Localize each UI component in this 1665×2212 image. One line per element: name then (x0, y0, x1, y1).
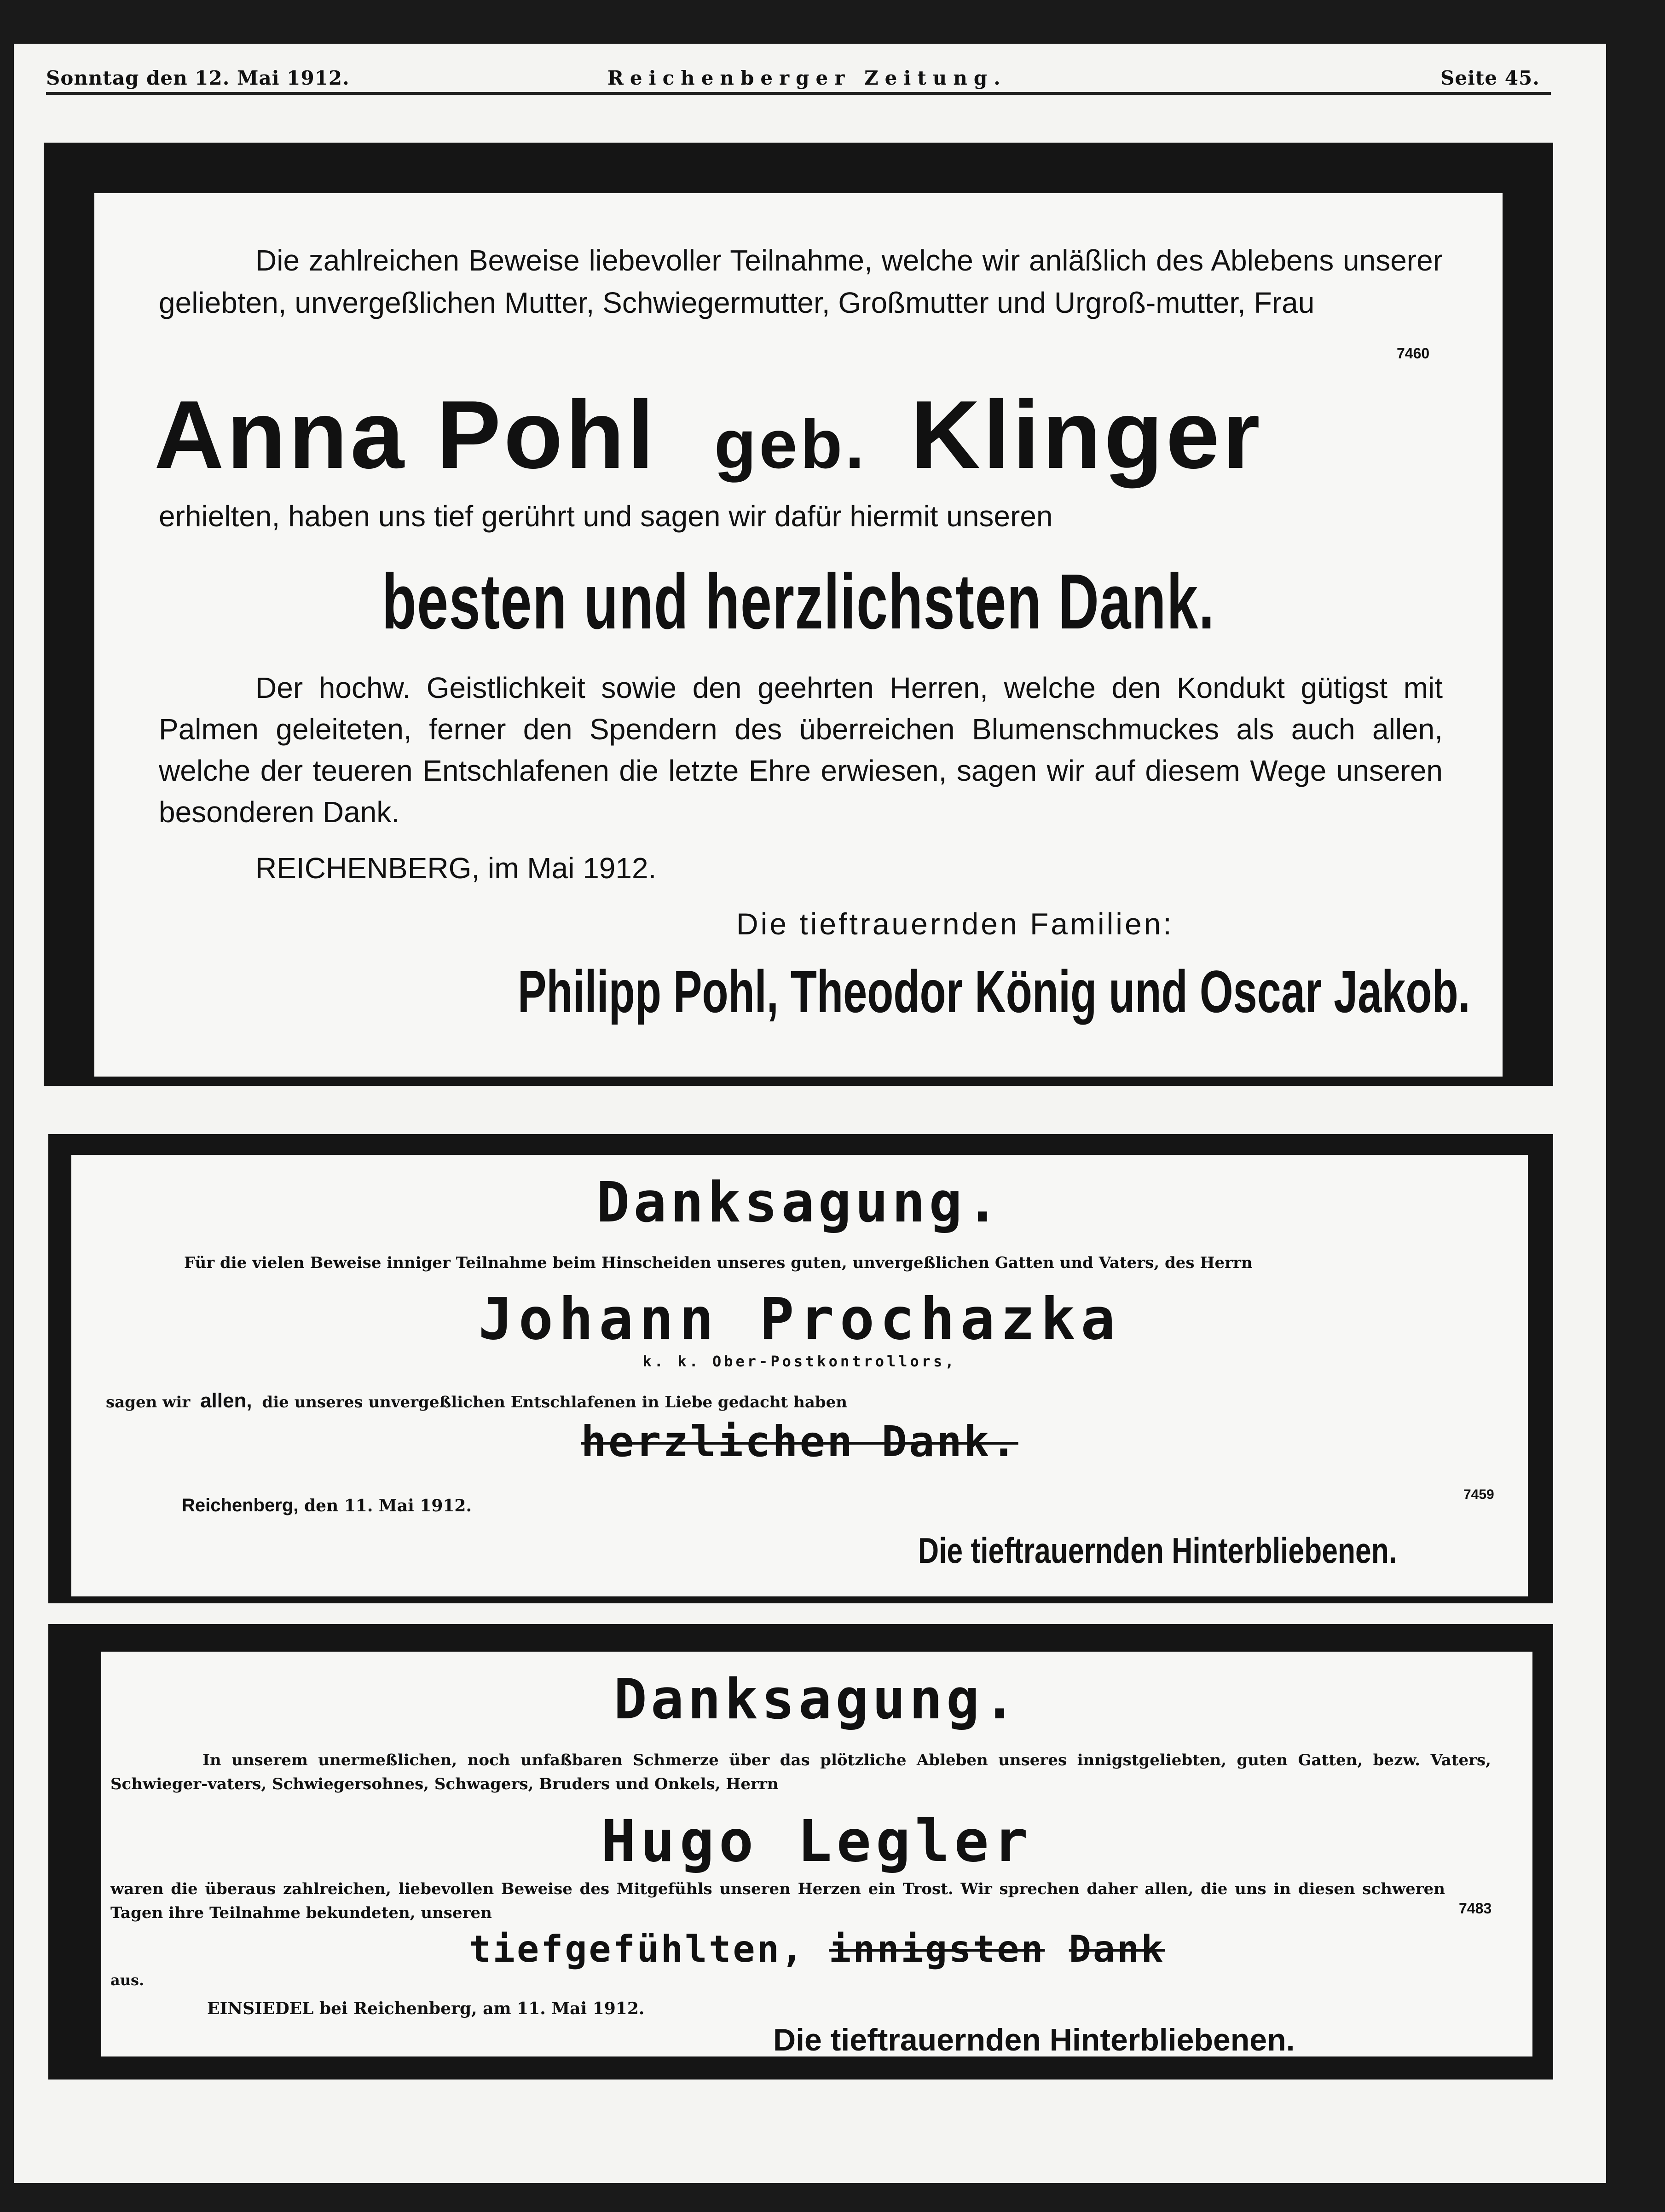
header-page-number: Seite 45. (1440, 67, 1540, 89)
ad1-families-label: Die tieftrauernden Familien: (736, 907, 1174, 941)
ad3-intro: In unserem unermeßlichen, noch unfaßbaren Schmerze über das plötzliche Ableben unseres innigstgeliebten, guten Gatten, bezw. Vaters, Schwieger-vaters, Schwiegersohnes, Schwagers, Bruders und Onkels, Herrn (110, 1751, 1491, 1793)
ad2-place-bold: Reichenberg, (182, 1495, 299, 1515)
ad3-thanks-c: Dank (1069, 1928, 1165, 1970)
ad3-thanks (101, 1928, 1532, 1970)
ad3-paragraph: waren die überaus zahlreichen, liebevollen Beweise des Mitgefühls unseren Herzen ein Trost. Wir sprechen daher allen, die uns in diesen schweren Tagen ihre Teilnahme bekundeten, unseren (110, 1880, 1445, 1922)
ad1-line2: erhielten, haben uns tief gerührt und sagen wir dafür hiermit unseren (159, 500, 1053, 533)
ad1-name-geb: geb. (714, 405, 867, 483)
ad3-title: Danksagung. (613, 1668, 1020, 1732)
ad2-line-a: sagen wir (106, 1393, 191, 1411)
ad1-deceased-name (154, 382, 1263, 497)
ad1-families: Philipp Pohl, Theodor König und Oscar Jakob. (518, 958, 1470, 1025)
ad2-rank: k. k. Ober-Postkontrollors, (642, 1353, 957, 1370)
header-paper-title: Reichenberger Zeitung. (607, 67, 1007, 89)
ad3-thanks-b: innigsten (829, 1928, 1045, 1970)
ad2-closing: Die tieftrauernden Hinterbliebenen. (918, 1530, 1397, 1571)
ad2-place-date (182, 1495, 472, 1516)
ad3-closing: Die tieftrauernden Hinterbliebenen. (773, 2022, 1295, 2057)
ad1-name-last: Klinger (910, 380, 1263, 489)
ad2-line (106, 1389, 847, 1412)
header-date: Sonntag den 12. Mai 1912. (46, 67, 350, 89)
ad3-deceased-name: Hugo Legler (601, 1808, 1033, 1875)
ad2-line-c: die unseres unvergeßlichen Entschlafenen in Liebe gedacht haben (262, 1393, 847, 1411)
ad1-intro: Die zahlreichen Beweise liebevoller Teilnahme, welche wir anläßlich des Ablebens unserer geliebten, unvergeßlichen Mutter, Schwiegermutter, Großmutter und Urgroß-mutter, Frau (159, 244, 1443, 319)
ad2-title: Danksagung. (596, 1171, 1003, 1235)
ad2-deceased-name: Johann Prochazka (478, 1286, 1121, 1353)
ad3-thanks-a: tiefgefühlten, (468, 1928, 805, 1970)
header-rule (46, 92, 1551, 95)
ad3-panel (101, 1652, 1532, 2056)
ad1-paragraph: Der hochw. Geistlichkeit sowie den geehrten Herren, welche den Kondukt gütigst mit Palmen geleiteten, ferner den Spendern des überreichen Blumenschmuckes als auch allen, welche der teueren Entschlafenen die letzte Ehre erwiesen, sagen wir auf diesem Wege unseren besonderen Dank. (159, 671, 1443, 829)
ad1-thanks: besten und herzlichsten Dank. (382, 558, 1215, 645)
ad2-place-rest: den 11. Mai 1912. (304, 1496, 472, 1515)
ad2-thanks: herzlichen Dank. (581, 1417, 1018, 1466)
ad1-place-date: REICHENBERG, im Mai 1912. (255, 852, 657, 885)
ad3-aus: aus. (110, 1971, 145, 1989)
ad1-panel (94, 193, 1503, 1077)
ad3-place-date: EINSIEDEL bei Reichenberg, am 11. Mai 1912. (207, 1999, 645, 2018)
ad2-intro: Für die vielen Beweise inniger Teilnahme beim Hinscheiden unseres guten, unvergeßlichen Gatten und Vaters, des Herrn (184, 1254, 1253, 1272)
ad1-name-first: Anna Pohl (154, 380, 657, 489)
ad2-ad-number: 7459 (1463, 1487, 1494, 1502)
ad3-ad-number: 7483 (1459, 1900, 1492, 1917)
ad2-panel (71, 1155, 1528, 1596)
ad1-ad-number: 7460 (1397, 345, 1430, 362)
ad2-line-b: allen, (200, 1389, 252, 1412)
